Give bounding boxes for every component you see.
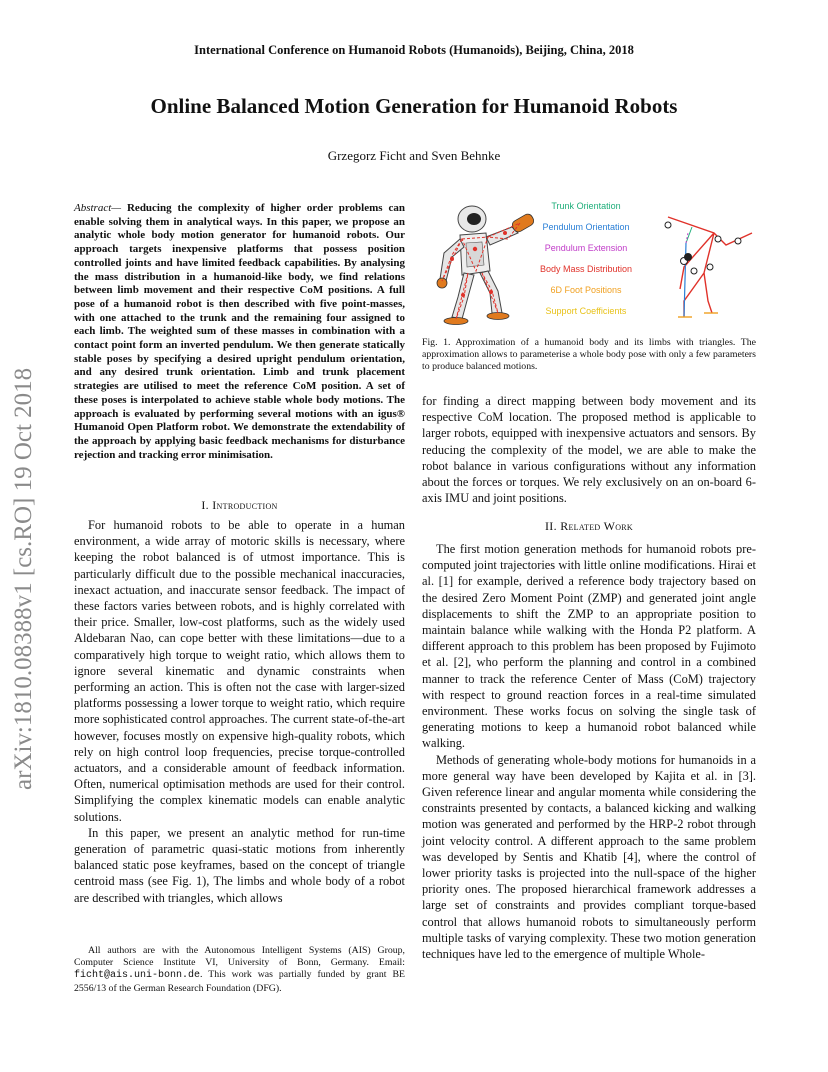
figure-legend (540, 201, 632, 316)
arxiv-stamp (10, 270, 50, 790)
legend-6d-foot-positions: 6D Foot Positions (550, 285, 622, 295)
legend-pendulum-orientation: Pendulum Orientation (542, 222, 630, 232)
paragraph: Methods of generating whole-body motions for humanoids in a more general way have been developed by Kajita et al. in [3]. Given reference linear and angular momenta while considering the constraints presented by contacts, a balanced kicking and walking motion was generated and performed by the HRP-2 robot through joint velocity control. A different approach to the same problem was developed by Sentis and Khatib [4], where the control of lower priority tasks is projected into the null-space of the higher priority ones. The proposed hierarchical framework addresses a large set of constraints and provides compliant torque-based control that allows humanoid robots to simultaneously perform multiple tasks of varying complexity. These two motion generation techniques have led to the emergence of multiple Whole- (422, 752, 756, 962)
figure-humanoid-triangles (422, 193, 756, 328)
abstract-text: Reducing the complexity of higher order problems can enable solving them in analytical ways. In this paper, we propose an analytic whole body motion generator for humanoid robots. Our approach targets inexpensive platforms that possess position controlled joints and have limited feedback capabilities. By analysing the mass distribution in a humanoid-like body, we find relations between limb movement and their respective CoM positions. A full pose of a humanoid robot is then described with five point-masses, with one attached to the trunk and the remaining four assigned to each limb. The weighted sum of these masses in combination with a contact point form an inverted pendulum. We then generate statically stable poses by specifying a desired upright pendulum orientation, and any desired trunk orientation. Limb and trunk placement strategies are utilised to meet the reference CoM position. A set of these poses is interpolated to achieve stable whole body motions. The approach is evaluated by performing several motions with an igus® Humanoid Open Platform robot. We demonstrate the extendability of the approach by applying basic feedback mechanisms for disturbance rejection and tracking error minimisation. (74, 202, 405, 461)
conference-header: International Conference on Humanoid Robots (Humanoids), Beijing, China, 2018 (194, 43, 634, 57)
section-name: Introduction (212, 498, 278, 512)
robot-illustration (437, 206, 536, 325)
abstract-lead: Abstract— (74, 202, 122, 214)
introduction-continued (422, 393, 756, 506)
section-number: II. (544, 519, 561, 533)
paragraph: for finding a direct mapping between body movement and its respective CoM location. The proposed method is applicable to larger robots, equipped with inexpensive actuators and sensors. By reducing the complexity of the model, we are able to make the robot balance in various configurations without any information about the forces or torques. We rely exclusively on an on-board 6-axis IMU and joint positions. (422, 394, 756, 506)
arxiv-stamp-text: arXiv:1810.08388v1 [cs.RO] 19 Oct 2018 (10, 367, 37, 790)
paragraph: The first motion generation methods for humanoid robots pre-computed joint trajectories with little online modifications. Hirai et al. [1] for example, derived a reference body trajectory based on the desired Zero Moment Point (ZMP) and generated joint angle displacements to shift the ZMP to an appropriate position to maintain balance while walking with the Honda P2 platform. A different approach to this problem has been proposed by Fujimoto et al. [2], who perform the planning and control in a combined manner to track the reference Center of Mass (CoM) trajectory with respect to ground reaction forces in a real-time simulated environment. These works focus on solving the single task of generating motions to keep a humanoid robot balanced while walking. (422, 542, 756, 751)
paper-title: Online Balanced Motion Generation for Humanoid Robots (150, 94, 678, 118)
footnote-text-2: . This work was partially funded by grant BE 2556/13 of the German Research Foundation (DFG). (74, 969, 405, 994)
caption-text: Approximation of a humanoid body and its limbs with triangles. The approximation allows to parameterise a whole body pose with only a few parameters to produce balanced motions. (422, 337, 756, 372)
paragraph: In this paper, we present an analytic method for run-time generation of parametric quasi-static motions from inherently balanced static pose keyframes, based on the concept of triangle centroid mass (see Fig. 1), The limbs and whole body of a robot are described with triangles, which allows (74, 825, 405, 905)
related-work-body (422, 541, 756, 962)
section-number: I. (201, 498, 213, 512)
footnote (74, 945, 405, 995)
legend-pendulum-extension: Pendulum Extension (544, 243, 628, 253)
paragraph: For humanoid robots to be able to operate in a human environment, a wide array of motoric skills is necessary, where keeping the robot balanced is of utmost importance. This is particularly difficult due to the possible mechanical inaccuracies, inexact actuation, and inaccurate sensor feedback. The impact of these factors varies between robots, and is highly correlated with their price. Smaller, low-cost platforms, such as the widely used Aldebaran Nao, can cope better with these limitations—due to a comparatively high torque to weight ratio, which allows them to ignore several kinematic and dynamic constraints when performing an action. This is often not the case with larger-sized platforms possessing a lower torque to weight ratio, which require more sophisticated control approaches. The current state-of-the-art however, focuses mostly on expensive high-quality robots, which rely on high control loop frequencies, precise torque-controlled actuators, and a considerable amount of feedback information. Often, numerical optimisation methods are used for their control. Simplifying the complex kinematic models can enable analytic solutions. (74, 518, 405, 824)
schematic-diagram (665, 217, 752, 317)
caption-label: Fig. 1. (422, 337, 451, 348)
abstract (74, 202, 405, 462)
section-heading-introduction (74, 498, 405, 513)
legend-trunk-orientation: Trunk Orientation (551, 201, 621, 211)
legend-body-mass-distribution: Body Mass Distribution (539, 264, 633, 274)
paper-authors: Grzegorz Ficht and Sven Behnke (327, 148, 501, 163)
introduction-body (74, 517, 405, 906)
footnote-text: All authors are with the Autonomous Intelligent Systems (AIS) Group, Computer Science Institute VI, University of Bonn, Germany. Email: (74, 945, 405, 969)
figure-caption (422, 337, 756, 373)
footnote-email: ficht@ais.uni-bonn.de (74, 970, 201, 982)
section-heading-related-work (422, 519, 756, 534)
section-name: Related Work (560, 519, 634, 533)
legend-support-coefficients: Support Coefficients (545, 306, 627, 316)
